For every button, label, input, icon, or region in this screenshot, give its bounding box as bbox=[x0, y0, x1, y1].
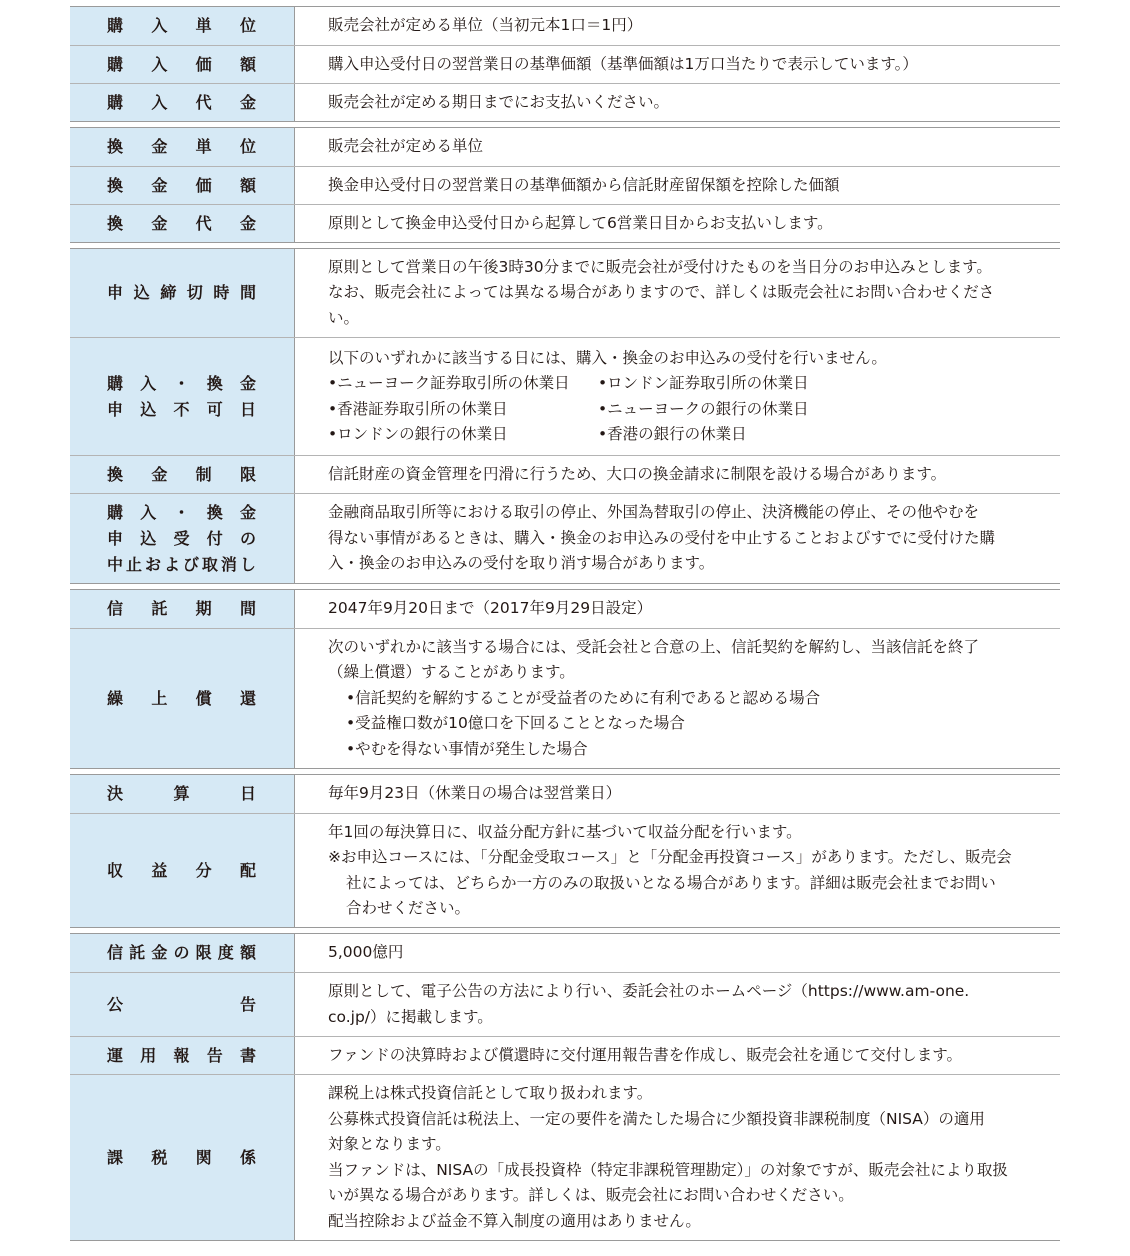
row-value bbox=[295, 338, 1060, 455]
row-value-line: ファンドの決算時および償還時に交付運用報告書を作成し、販売会社を通じて交付します。 bbox=[328, 1045, 962, 1064]
row-value-line: co.jp/）に掲載します。 bbox=[328, 1007, 493, 1026]
table-row bbox=[70, 204, 1060, 242]
row-label-line bbox=[107, 940, 257, 966]
row-label-char: 可 bbox=[206, 399, 224, 419]
row-label-char: ・ bbox=[173, 373, 191, 393]
row-value-line: 次のいずれかに該当する場合には、受託会社と合意の上、信託契約を解約し、当該信託を終了 bbox=[328, 637, 980, 656]
row-label-char: 金 bbox=[239, 502, 257, 522]
row-label-char: 入 bbox=[151, 92, 169, 112]
row-label-char: 換 bbox=[107, 464, 125, 484]
row-label-line bbox=[107, 992, 257, 1018]
row-label-char: 価 bbox=[195, 54, 213, 74]
row-label-line bbox=[107, 13, 257, 39]
row-label-char: 限 bbox=[195, 943, 213, 962]
row-value-line: 年1回の毎決算日に、収益分配方針に基づいて収益分配を行います。 bbox=[328, 822, 802, 841]
trust-term-section bbox=[70, 589, 1060, 769]
row-label-char: び bbox=[182, 554, 200, 574]
table-row bbox=[70, 628, 1060, 768]
row-label-char: 公 bbox=[107, 994, 125, 1014]
row-value bbox=[295, 249, 1060, 337]
row-value bbox=[295, 7, 1060, 45]
row-label-char: 報 bbox=[173, 1045, 191, 1065]
row-label bbox=[70, 590, 295, 628]
row-label-line bbox=[107, 526, 257, 552]
row-label-char: 単 bbox=[195, 137, 213, 156]
row-label-char: 金 bbox=[239, 373, 257, 393]
row-label-char: 日 bbox=[239, 784, 257, 803]
row-label-char: 申 bbox=[107, 528, 125, 548]
holiday-list-item: •ロンドン証券取引所の休業日 bbox=[598, 374, 809, 392]
row-value bbox=[295, 814, 1060, 927]
row-value-line: 販売会社が定める単位（当初元本1口＝1円） bbox=[328, 16, 643, 35]
row-value-line: •やむを得ない事情が発生した場合 bbox=[346, 739, 588, 758]
row-label-char: 金 bbox=[151, 464, 169, 484]
row-value bbox=[295, 456, 1060, 493]
application-section bbox=[70, 248, 1060, 584]
row-label-char: 関 bbox=[195, 1147, 213, 1167]
row-label-char: 位 bbox=[239, 137, 257, 156]
row-label-char: 購 bbox=[107, 502, 125, 522]
row-value bbox=[295, 1075, 1060, 1240]
row-value-line: 購入申込受付日の翌営業日の基準価額（基準価額は1万口当たりで表示しています。） bbox=[328, 54, 918, 73]
row-label-char: 価 bbox=[195, 175, 213, 195]
row-label-char: 切 bbox=[186, 283, 204, 302]
row-value bbox=[295, 629, 1060, 768]
row-label bbox=[70, 494, 295, 583]
row-label-char: 託 bbox=[129, 943, 147, 962]
row-label-line bbox=[107, 211, 257, 237]
row-label-char: 消 bbox=[220, 554, 238, 574]
row-label-char: 還 bbox=[239, 688, 257, 708]
row-label bbox=[70, 629, 295, 768]
row-value-line: 原則として営業日の午後3時30分までに販売会社が受付けたものを当日分のお申込みとします。 bbox=[328, 257, 992, 276]
row-label bbox=[70, 338, 295, 455]
row-label bbox=[70, 934, 295, 972]
row-value-line: 換金申込受付日の翌営業日の基準価額から信託財産留保額を控除した価額 bbox=[328, 175, 840, 194]
row-label-char: 取 bbox=[201, 554, 219, 574]
row-value-line: 合わせください。 bbox=[346, 899, 471, 917]
row-label-line bbox=[107, 173, 257, 199]
row-value-line: 信託財産の資金管理を円滑に行うため、大口の換金請求に制限を設ける場合があります。 bbox=[328, 464, 947, 483]
row-value bbox=[295, 205, 1060, 242]
row-label-char: 締 bbox=[160, 283, 178, 302]
row-value-line: 課税上は株式投資信託として取り扱われます。 bbox=[328, 1084, 653, 1102]
row-label-char: よ bbox=[163, 554, 181, 574]
row-label-char: 込 bbox=[140, 528, 158, 548]
row-value-line: 得ない事情があるときは、購入・換金のお申込みの受付を中止することおよびすでに受付けた購 bbox=[328, 528, 995, 547]
holiday-list-item: •ニューヨーク証券取引所の休業日 bbox=[328, 374, 570, 392]
row-label-line bbox=[107, 552, 257, 578]
purchase-section bbox=[70, 6, 1060, 122]
row-label-char: 間 bbox=[239, 283, 257, 302]
holiday-list-row bbox=[328, 371, 1040, 397]
table-row bbox=[70, 45, 1060, 83]
row-value bbox=[295, 167, 1060, 204]
row-value bbox=[295, 1037, 1060, 1074]
row-label-char: 金 bbox=[151, 137, 169, 156]
row-value-line: 原則として換金申込受付日から起算して6営業日目からお支払いします。 bbox=[328, 213, 833, 232]
row-label-char: お bbox=[144, 554, 162, 574]
row-label-char: 制 bbox=[195, 464, 213, 484]
row-value-line: 社によっては、どちらか一方のみの取扱いとなる場合があります。詳細は販売会社までお問い bbox=[346, 873, 996, 892]
row-value-line: •受益権口数が10億口を下回ることとなった場合 bbox=[346, 714, 685, 733]
table-row bbox=[70, 249, 1060, 337]
row-label-char: 入 bbox=[140, 373, 158, 393]
row-label-char: 換 bbox=[107, 175, 125, 195]
holiday-list-row bbox=[328, 422, 1040, 448]
row-label-char: 分 bbox=[195, 860, 213, 880]
row-value-line: 当ファンドは、NISAの「成長投資枠（特定非課税管理勘定）」の対象ですが、販売会社により取扱 bbox=[328, 1160, 1008, 1179]
table-row bbox=[70, 337, 1060, 455]
row-label-char: 金 bbox=[151, 213, 169, 233]
row-label-char: 決 bbox=[107, 784, 125, 803]
row-label-char: 不 bbox=[173, 399, 191, 419]
row-label-line bbox=[107, 90, 257, 116]
row-value-line: 販売会社が定める単位 bbox=[328, 137, 484, 156]
table-row bbox=[70, 1036, 1060, 1074]
row-value-line: 原則として、電子公告の方法により行い、委託会社のホームページ（https://www.am-one. bbox=[328, 982, 970, 1000]
row-label-char: 入 bbox=[151, 16, 169, 35]
row-label bbox=[70, 205, 295, 242]
row-label-char: 込 bbox=[133, 283, 151, 302]
row-label-char: 換 bbox=[206, 373, 224, 393]
row-label-char: 受 bbox=[173, 528, 191, 548]
holiday-list-row bbox=[328, 397, 1040, 423]
row-label-char: 代 bbox=[195, 213, 213, 233]
row-label-char: 換 bbox=[107, 137, 125, 156]
row-label-char: 申 bbox=[107, 283, 125, 302]
row-value bbox=[295, 494, 1060, 583]
row-label-char: 告 bbox=[239, 994, 257, 1014]
row-value-line: （繰上償還）することがあります。 bbox=[328, 663, 575, 682]
row-label-line bbox=[107, 280, 257, 306]
row-label-char: 購 bbox=[107, 54, 125, 74]
row-label-char: 金 bbox=[151, 175, 169, 195]
row-value-line: 金融商品取引所等における取引の停止、外国為替取引の停止、決済機能の停止、その他やむを bbox=[328, 503, 980, 522]
row-label-char: 課 bbox=[107, 1147, 125, 1167]
row-label-char: 限 bbox=[239, 464, 257, 484]
redemption-section bbox=[70, 127, 1060, 243]
row-label-line bbox=[107, 1145, 257, 1171]
row-label bbox=[70, 456, 295, 493]
row-label-char: 金 bbox=[239, 213, 257, 233]
row-label-char: 日 bbox=[239, 399, 257, 419]
row-label-char: 購 bbox=[107, 16, 125, 35]
row-label bbox=[70, 775, 295, 813]
row-label-char: 償 bbox=[195, 688, 213, 708]
row-label-char: 上 bbox=[151, 688, 169, 708]
row-label-line bbox=[107, 500, 257, 526]
row-label-char: 金 bbox=[151, 943, 169, 962]
row-label-char: 申 bbox=[107, 399, 125, 419]
row-value-line: なお、販売会社によっては異なる場合がありますので、詳しくは販売会社にお問い合わせくださ bbox=[328, 283, 995, 302]
holiday-list-item: •香港証券取引所の休業日 bbox=[328, 399, 508, 418]
row-label-line bbox=[107, 397, 257, 423]
row-value-line: 対象となります。 bbox=[328, 1135, 451, 1153]
row-label-line bbox=[107, 781, 257, 807]
row-label bbox=[70, 7, 295, 45]
row-value-line: 以下のいずれかに該当する日には、購入・換金のお申込みの受付を行いません。 bbox=[328, 348, 887, 367]
row-label-line bbox=[107, 134, 257, 160]
row-label-char: 書 bbox=[239, 1045, 257, 1065]
row-value-line: 2047年9月20日まで（2017年9月29日設定） bbox=[328, 599, 653, 618]
row-label-char: 購 bbox=[107, 92, 125, 112]
row-label-line bbox=[107, 858, 257, 884]
row-label-char: 入 bbox=[151, 54, 169, 74]
row-value-line: 販売会社が定める期日までにお支払いください。 bbox=[328, 92, 670, 111]
table-row bbox=[70, 128, 1060, 166]
row-value-line: 配当控除および益金不算入制度の適用はありません。 bbox=[328, 1211, 701, 1230]
row-value bbox=[295, 973, 1060, 1036]
row-value-line: いが異なる場合があります。詳しくは、販売会社にお問い合わせください。 bbox=[328, 1186, 854, 1204]
holiday-list-item: •ニューヨークの銀行の休業日 bbox=[598, 399, 809, 418]
row-label-char: 信 bbox=[107, 599, 125, 618]
row-value bbox=[295, 46, 1060, 83]
row-label-char: 付 bbox=[206, 528, 224, 548]
holiday-list-item: •香港の銀行の休業日 bbox=[598, 425, 747, 443]
table-row bbox=[70, 166, 1060, 204]
row-label-line bbox=[107, 371, 257, 397]
row-label-char: 込 bbox=[140, 399, 158, 419]
row-label-char: 位 bbox=[239, 16, 257, 35]
table-row bbox=[70, 972, 1060, 1036]
row-label-char: 入 bbox=[140, 502, 158, 522]
row-value-line: ※お申込コースには、「分配金受取コース」と「分配金再投資コース」があります。ただし、販売会 bbox=[328, 848, 1012, 866]
row-label-char: 間 bbox=[239, 599, 257, 618]
row-label-char: 時 bbox=[213, 283, 231, 302]
row-label-char: 信 bbox=[107, 943, 125, 962]
row-label-line bbox=[107, 1043, 257, 1069]
row-value-line: •信託契約を解約することが受益者のために有利であると認める場合 bbox=[346, 688, 821, 707]
fund-terms-table bbox=[70, 6, 1060, 1241]
row-label-char: 繰 bbox=[107, 688, 125, 708]
table-row bbox=[70, 1074, 1060, 1240]
row-label-line bbox=[107, 462, 257, 488]
row-value-line: 入・換金のお申込みの受付を取り消す場合があります。 bbox=[328, 554, 715, 573]
row-value bbox=[295, 84, 1060, 121]
row-label bbox=[70, 1037, 295, 1074]
row-label bbox=[70, 814, 295, 927]
row-label bbox=[70, 249, 295, 337]
row-label-char: 金 bbox=[239, 92, 257, 112]
row-label-char: 単 bbox=[195, 16, 213, 35]
table-row bbox=[70, 590, 1060, 628]
row-label-char: 代 bbox=[195, 92, 213, 112]
other-section bbox=[70, 933, 1060, 1241]
row-label-char: 購 bbox=[107, 373, 125, 393]
row-label-char: 額 bbox=[239, 175, 257, 195]
row-label bbox=[70, 1075, 295, 1240]
row-label-char: 告 bbox=[206, 1045, 224, 1065]
row-value-line: 毎年9月23日（休業日の場合は翌営業日） bbox=[328, 784, 622, 803]
holiday-list-item: •ロンドンの銀行の休業日 bbox=[328, 425, 508, 443]
row-label-char: 換 bbox=[107, 213, 125, 233]
row-label-char: 止 bbox=[125, 554, 143, 574]
row-label bbox=[70, 128, 295, 166]
row-label bbox=[70, 167, 295, 204]
row-value-line: 5,000億円 bbox=[328, 943, 404, 962]
table-row bbox=[70, 493, 1060, 583]
table-row bbox=[70, 813, 1060, 927]
row-value bbox=[295, 775, 1060, 813]
settlement-section bbox=[70, 774, 1060, 928]
row-value bbox=[295, 590, 1060, 628]
row-label-line bbox=[107, 52, 257, 78]
row-value bbox=[295, 934, 1060, 972]
row-label-char: 額 bbox=[239, 54, 257, 74]
row-label-char: 係 bbox=[239, 1147, 257, 1167]
row-label bbox=[70, 973, 295, 1036]
row-label-char: ・ bbox=[173, 502, 191, 522]
row-label-char: 度 bbox=[217, 943, 235, 962]
row-label-char: の bbox=[173, 943, 191, 962]
table-row bbox=[70, 775, 1060, 813]
row-label-char: 託 bbox=[151, 599, 169, 618]
row-label bbox=[70, 46, 295, 83]
row-label-char: 配 bbox=[239, 860, 257, 880]
row-label-line bbox=[107, 686, 257, 712]
row-label-char: 運 bbox=[107, 1045, 125, 1065]
row-value-line: い。 bbox=[328, 308, 360, 327]
row-label-char: 収 bbox=[107, 860, 125, 880]
row-value bbox=[295, 128, 1060, 166]
table-row bbox=[70, 83, 1060, 121]
row-label-char: 額 bbox=[239, 943, 257, 962]
row-label-char: 中 bbox=[107, 554, 125, 574]
row-label-char: 益 bbox=[151, 860, 169, 880]
row-label-char: 期 bbox=[195, 599, 213, 618]
table-row bbox=[70, 934, 1060, 972]
row-label-char: 税 bbox=[151, 1147, 169, 1167]
row-label-char: 換 bbox=[206, 502, 224, 522]
row-label-char: し bbox=[239, 554, 257, 574]
row-label-char: 算 bbox=[173, 784, 191, 803]
table-row bbox=[70, 7, 1060, 45]
table-row bbox=[70, 455, 1060, 493]
row-label bbox=[70, 84, 295, 121]
row-label-line bbox=[107, 596, 257, 622]
row-value-line: 公募株式投資信託は税法上、一定の要件を満たした場合に少額投資非課税制度（NISA）の適用 bbox=[328, 1109, 985, 1128]
row-label-char: 用 bbox=[140, 1045, 158, 1065]
row-label-char: の bbox=[239, 528, 257, 548]
